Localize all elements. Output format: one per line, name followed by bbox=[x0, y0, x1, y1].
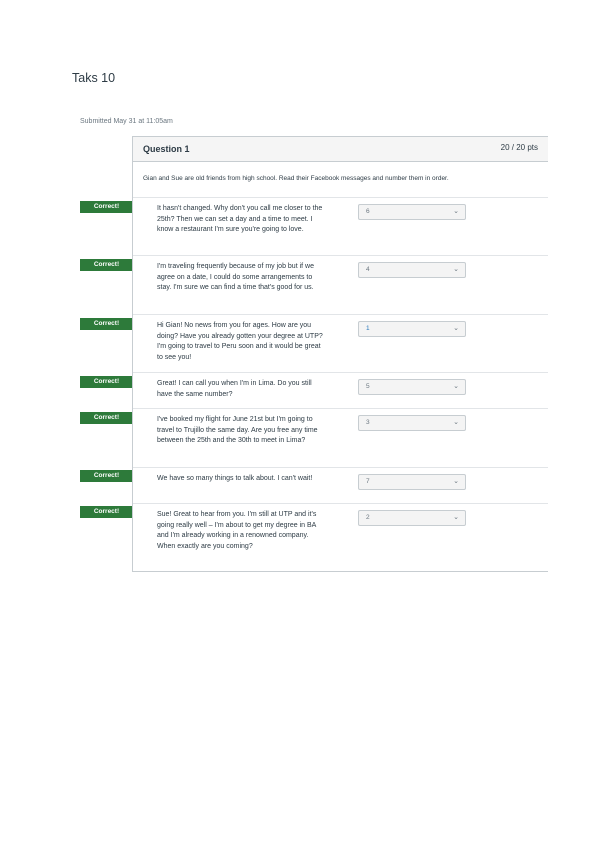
order-select-value: 1 bbox=[366, 325, 370, 332]
answer-row bbox=[133, 467, 548, 504]
answer-row bbox=[133, 408, 548, 468]
order-select-value: 4 bbox=[366, 266, 370, 273]
order-select[interactable] bbox=[358, 415, 466, 431]
answer-row bbox=[133, 314, 548, 373]
answer-row bbox=[133, 372, 548, 409]
chevron-down-icon: ⌄ bbox=[453, 478, 459, 485]
correct-badge: Correct! bbox=[80, 470, 133, 482]
answer-text: We have so many things to talk about. I can't wait! bbox=[157, 475, 313, 482]
correct-badge: Correct! bbox=[80, 259, 133, 271]
answer-row bbox=[133, 503, 548, 572]
order-select[interactable] bbox=[358, 204, 466, 220]
answer-text: I've booked my flight for June 21st but I'm going to travel to Trujillo the same day. Are you free any time between the 25th and the 30th to meet in Lima? bbox=[157, 416, 318, 444]
order-select[interactable] bbox=[358, 379, 466, 395]
question-header bbox=[133, 137, 548, 162]
correct-badge: Correct! bbox=[80, 201, 133, 213]
order-select[interactable] bbox=[358, 321, 466, 337]
chevron-down-icon: ⌄ bbox=[453, 514, 459, 521]
answer-text: Sue! Great to hear from you. I'm still at UTP and it's going really well – I'm about to get my degree in BA and I'm already working in a renowned company. When exactly are you coming? bbox=[157, 511, 317, 550]
question-prompt: Gian and Sue are old friends from high school. Read their Facebook messages and number them in order. bbox=[143, 175, 449, 182]
question-title: Question 1 bbox=[143, 144, 190, 154]
order-select-value: 7 bbox=[366, 478, 370, 485]
correct-badge: Correct! bbox=[80, 376, 133, 388]
correct-badge: Correct! bbox=[80, 318, 133, 330]
submitted-timestamp: Submitted May 31 at 11:05am bbox=[80, 118, 173, 125]
chevron-down-icon: ⌄ bbox=[453, 208, 459, 215]
chevron-down-icon: ⌄ bbox=[453, 383, 459, 390]
page-title: Taks 10 bbox=[72, 71, 116, 85]
order-select[interactable] bbox=[358, 474, 466, 490]
answer-row bbox=[133, 255, 548, 315]
chevron-down-icon: ⌄ bbox=[453, 419, 459, 426]
order-select[interactable] bbox=[358, 262, 466, 278]
order-select[interactable] bbox=[358, 510, 466, 526]
question-points: 20 / 20 pts bbox=[500, 143, 538, 152]
order-select-value: 3 bbox=[366, 419, 370, 426]
chevron-down-icon: ⌄ bbox=[453, 266, 459, 273]
question-card bbox=[132, 136, 548, 572]
order-select-value: 6 bbox=[366, 208, 370, 215]
order-select-value: 2 bbox=[366, 514, 370, 521]
answer-text: Hi Gian! No news from you for ages. How are you doing? Have you already gotten your degree at UTP? I'm going to travel to Peru soon and it would be great to see you! bbox=[157, 322, 323, 361]
answer-text: I'm traveling frequently because of my job but if we agree on a date, I could do some arrangements to stay. I'm sure we can find a time that's good for us. bbox=[157, 263, 314, 291]
order-select-value: 5 bbox=[366, 383, 370, 390]
correct-badge: Correct! bbox=[80, 506, 133, 518]
answer-text: Great! I can call you when I'm in Lima. Do you still have the same number? bbox=[157, 380, 312, 398]
correct-badge: Correct! bbox=[80, 412, 133, 424]
answer-text: It hasn't changed. Why don't you call me closer to the 25th? Then we can set a day and a time to meet. I know a restaurant I'm sure you're going to love. bbox=[157, 205, 323, 233]
answer-row bbox=[133, 197, 548, 256]
chevron-down-icon: ⌄ bbox=[453, 325, 459, 332]
